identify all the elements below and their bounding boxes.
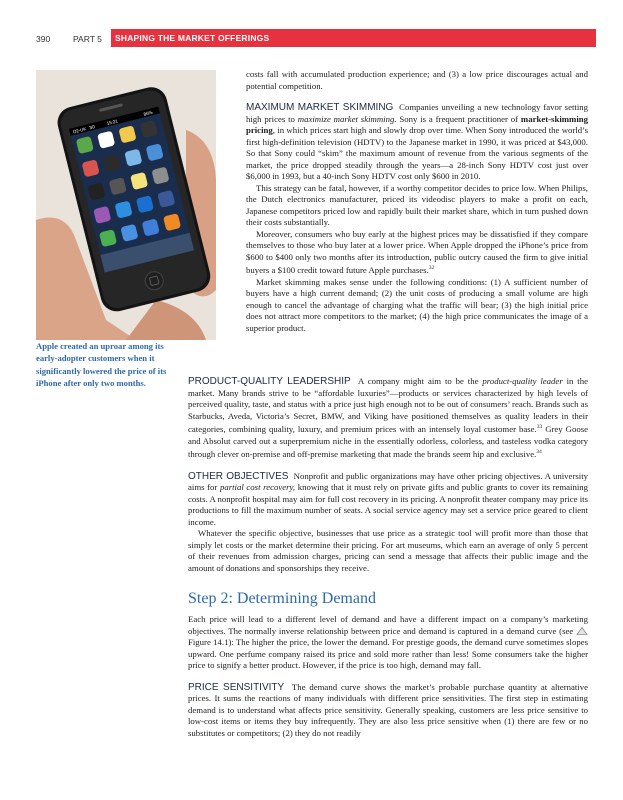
phone-battery: 86% — [143, 109, 154, 117]
footnote-ref: 33 — [536, 424, 543, 430]
iphone-photo — [36, 70, 216, 340]
part-label: PART 5 — [73, 34, 102, 44]
oo-paragraph: OTHER OBJECTIVES Nonprofit and public organizations may have other pricing objectives. A university aims for partial cost recovery, knowing that it must rely on private gifts and public grants to cover its remaining costs. A nonprofit hospital may aim for full cost recovery in its pricing. A nonprofit theater company may price its productions to fill the maximum number of seats. A social service agency may set a service price geared to client income. — [188, 470, 589, 527]
phone-network: 3G — [88, 124, 96, 131]
figure-reference[interactable]: Figure 14.1 — [188, 637, 229, 647]
ps-heading: PRICE SENSITIVITY — [188, 681, 285, 693]
mms-paragraph-3: Moreover, consumers who buy early at the highest prices may be dissatisfied if they compare themselves to those who buy later at a lower price. When Apple dropped the iPhone’s price from $600 to $400 only two months after its introduction, public outcry caused the firm to give initial buyers a $100 credit toward future Apple purchases.$^{32}$ — [246, 228, 588, 275]
step-paragraph: Each price will lead to a different level of demand and have a different impact on a company’s marketing objectives. The normally inverse relationship between price and demand is captured in a demand curve (see Figure 14.1): The higher the price, the lower the demand. For prestige goods, the demand curve sometimes slopes upward. One perfume company raised its price and sold more rather than less! Some consumers take the higher price to signify a better product. However, if the price is too high, demand may fall. — [188, 614, 588, 670]
page-number: 390 — [36, 34, 51, 44]
ps-paragraph: PRICE SENSITIVITY The demand curve shows the market’s probable purchase quantity at alternative prices. It sums the reactions of many individuals with different price sensitivities. The first step in estimating demand is to understand what affects price sensitivity. Generally speaking, customers are less price sensitive to low-cost items or items they buy infrequently. They are also less price sensitive when (1) there are few or no substitutes or competitors; (2) they do not readily — [188, 681, 588, 738]
figure-triangle-icon[interactable] — [576, 627, 588, 635]
mms-paragraph: MAXIMUM MARKET SKIMMING Companies unveiling a new technology favor setting high prices to maximize market skimming. Sony is a frequent practitioner of market-skimming pricing, in which prices start high and slowly drop over time. When Sony introduced the world’s first high-definition television (HDTV) to the Japanese market in 1990, it was priced at $43,000. So that Sony could “skim” the maximum amount of revenue from the various segments of the market, the price dropped steadily through the years—a 28-inch Sony HDTV cost just over $6,000 in 1993, but a 40-inch Sony HDTV cost only $600 in 2010. — [246, 102, 589, 181]
mms-heading: MAXIMUM MARKET SKIMMING — [246, 102, 394, 113]
oo-paragraph-2: Whatever the specific objective, businesses that use price as a strategic tool will profit more than those that simply let costs or the market determine their pricing. For art museums, which earn an average of only 5 percent of their revenues from admission charges, pricing can send a message that affects their public image and the amount of donations and sponsorships they receive. — [188, 528, 588, 573]
phone-carrier: O2-UK — [72, 126, 87, 135]
footnote-ref: 34 — [536, 449, 542, 455]
mms-paragraph-2: This strategy can be fatal, however, if a worthy competitor decides to price low. When Philips, the Dutch electronics manufacturer, priced its videodisc players to make a profit on each, Japanese competitors priced low and rapidly built their market share, which in turn pushed down their costs substantially. — [246, 182, 588, 227]
iphone-illustration — [36, 70, 216, 340]
mms-paragraph-4: Market skimming makes sense under the following conditions: (1) A sufficient number of buyers have a high current demand; (2) the unit costs of producing a small volume are high enough to cancel the advantage of charging what the traffic will bear; (3) the high initial price does not attract more competitors to the market; (4) the high price communicates the image of a superior product. — [246, 276, 588, 333]
key-term: market-skimming pricing — [246, 113, 588, 135]
section-title-bar — [111, 29, 596, 47]
oo-heading: OTHER OBJECTIVES — [188, 470, 289, 482]
page-header — [36, 33, 596, 47]
pql-heading: PRODUCT-QUALITY LEADERSHIP — [188, 376, 351, 387]
phone-time: 15:21 — [106, 118, 119, 127]
body-column-upper — [246, 69, 588, 334]
body-column-lower — [188, 376, 588, 739]
photo-caption: Apple created an uproar among its early-adopter customers when it significantly lowered the price of its iPhone after only two months. — [36, 341, 167, 389]
intro-paragraph: costs fall with accumulated production experience; and (3) a low price discourages actual and potential competition. — [246, 69, 588, 91]
step-heading: Step 2: Determining Demand — [188, 590, 376, 607]
footnote-ref: 32 — [428, 265, 435, 271]
pql-paragraph: PRODUCT-QUALITY LEADERSHIP A company might aim to be the product-quality leader in the market. Many brands strive to be “affordable luxuries”—products or services characterized by high levels of perceived quality, taste, and status with a price just high enough not to be out of consumers’ reach. Brands such as Starbucks, Aveda, Victoria’s Secret, BMW, and Viking have positioned themselves as quality leaders in their categories, combining quality, luxury, and premium prices with an intensely loyal customer base.$^{33}$ Grey Goose and Absolut carved out a superpremium niche in the essentially odorless, colorless, and tasteless vodka category through clever on-premise and off-premise marketing that made the brands seem hip and exclusive.$^{34}$ — [188, 376, 589, 459]
section-title: SHAPING THE MARKET OFFERINGS — [115, 33, 270, 43]
